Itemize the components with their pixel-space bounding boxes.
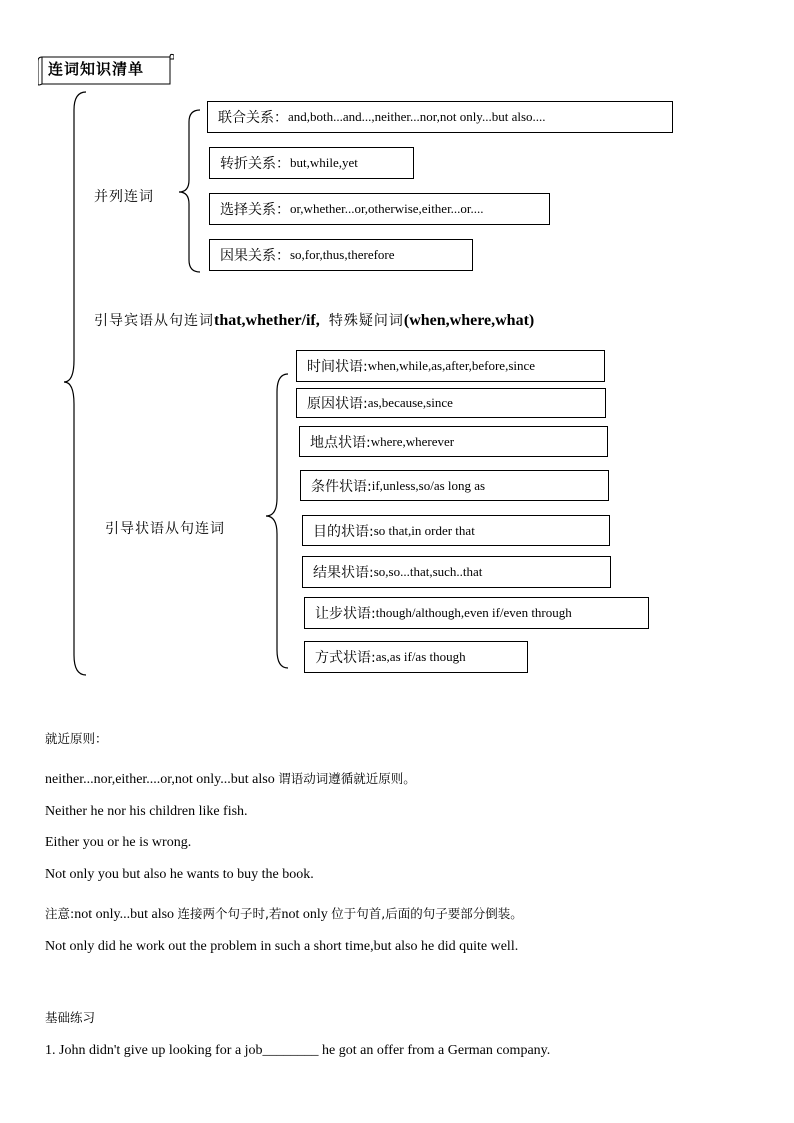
adverbial-key: 地点状语:: [310, 434, 371, 451]
coordinating-value: but,while,yet: [290, 155, 358, 170]
note-prefix: 注意:: [45, 906, 75, 921]
adverbial-value: where,wherever: [370, 433, 455, 449]
object-clause-label: 引导宾语从句连词: [94, 313, 214, 329]
coordinating-key: 选择关系：: [220, 202, 290, 218]
practice-question-1: 1. John didn't give up looking for a job________ he got an offer from a German company.: [45, 1043, 551, 1058]
object-clause-value2: (when,where,what): [403, 312, 535, 329]
adverbial-key: 时间状语:: [307, 359, 368, 375]
proximity-rule: [45, 769, 416, 788]
adverbial-box-3: [299, 426, 608, 457]
object-clause-value: that,whether/if,: [214, 312, 320, 329]
example-line-3: Not only you but also he wants to buy the book.: [45, 867, 314, 882]
adverbial-key: 条件状语:: [311, 478, 372, 495]
adverbial-value: if,unless,so/as long as: [371, 477, 486, 493]
adverbial-key: 目的状语:: [313, 523, 374, 540]
adverbial-box-4: [300, 470, 609, 501]
adverbial-box-7: [304, 597, 649, 629]
note-cn-1: 连接两个句子时,若: [177, 906, 282, 921]
coordinating-box-3: [209, 193, 550, 225]
object-clause-label2: 特殊疑问词: [328, 313, 404, 329]
adverbial-key: 让步状语:: [315, 606, 376, 622]
adverbial-key: 结果状语:: [313, 565, 374, 581]
practice-heading: 基础练习: [45, 1010, 96, 1025]
example-line-2: Either you or he is wrong.: [45, 835, 192, 850]
coordinating-key: 联合关系：: [218, 110, 288, 126]
adverbial-box-6: [302, 556, 611, 588]
note-line: [45, 904, 523, 923]
coordinating-box-1: [207, 101, 673, 133]
coordinating-key: 因果关系：: [220, 248, 290, 264]
page-title: 连词知识清单: [48, 60, 145, 78]
object-clause-line: [94, 310, 534, 330]
adverbial-key: 方式状语:: [315, 650, 376, 666]
example-final: Not only did he work out the problem in such a short time,but also he did quite well.: [45, 939, 519, 954]
adverbial-box-8: [304, 641, 528, 673]
adverbial-value: though/although,even if/even through: [375, 605, 572, 620]
adverbial-value: when,while,as,after,before,since: [367, 358, 536, 373]
adverbial-value: so that,in order that: [373, 522, 475, 538]
adverbial-key: 原因状语:: [307, 396, 368, 412]
coordinating-box-4: [209, 239, 473, 271]
adverbial-box-1: [296, 350, 605, 382]
proximity-rule-en: neither...nor,either....or,not only...but also: [45, 772, 275, 787]
adverbial-value: as,because,since: [367, 395, 453, 410]
adverbial-value: so,so...that,such..that: [373, 564, 483, 579]
adverbial-box-5: [302, 515, 610, 546]
note-cn-2: 位于句首,后面的句子要部分倒装。: [331, 906, 523, 921]
coordinating-value: or,whether...or,otherwise,either...or....: [290, 201, 484, 216]
coordinating-value: and,both...and...,neither...nor,not only...but also....: [288, 109, 546, 124]
coordinating-value: so,for,thus,therefore: [290, 247, 395, 262]
adverbial-value: as,as if/as though: [375, 649, 466, 664]
coordinating-box-2: [209, 147, 414, 179]
adverbial-label: 引导状语从句连词: [105, 521, 225, 537]
coordinating-key: 转折关系：: [220, 156, 290, 172]
proximity-rule-cn: 谓语动词遵循就近原则。: [278, 771, 416, 786]
proximity-heading: 就近原则：: [45, 731, 108, 746]
example-line-1: Neither he nor his children like fish.: [45, 804, 248, 819]
coordinating-label: 并列连词: [94, 189, 154, 205]
adverbial-box-2: [296, 388, 606, 418]
note-en-2: not only: [281, 907, 328, 922]
note-en-1: not only...but also: [74, 907, 175, 922]
